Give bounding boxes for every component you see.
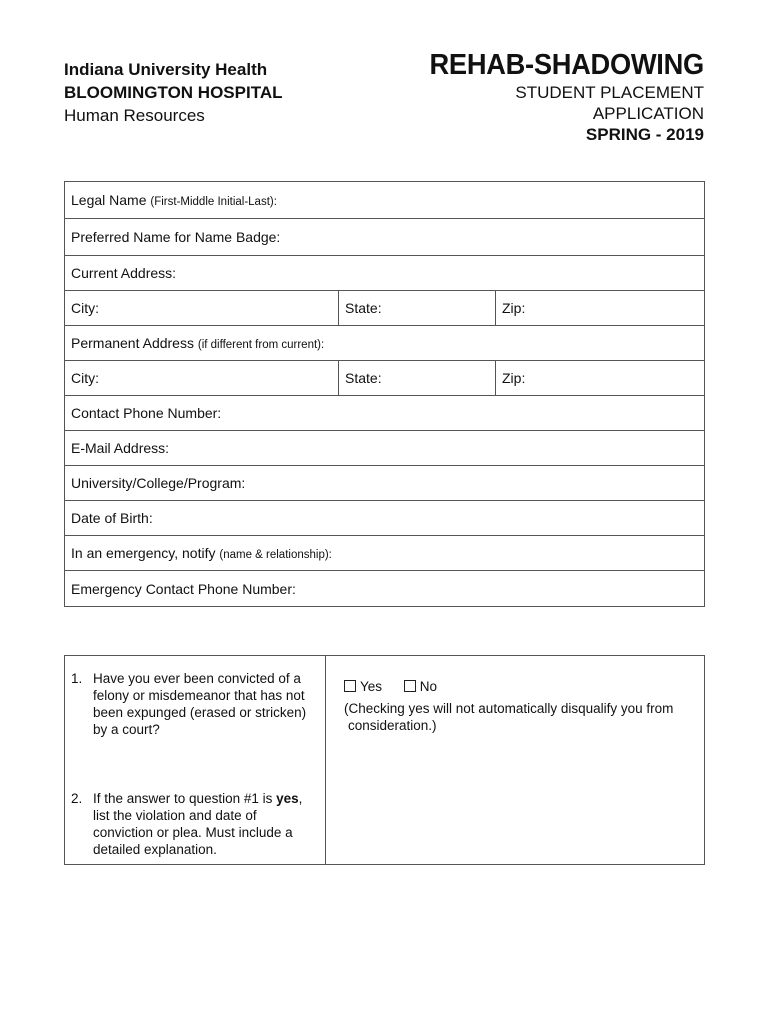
question-2-text: If the answer to question #1 is yes, list the violation and date of conviction or plea. Must include a detailed explanation. (93, 791, 303, 857)
legal-name-label: Legal Name (First-Middle Initial-Last): (71, 192, 277, 208)
department-name: Human Resources (64, 106, 205, 125)
dob-field[interactable] (65, 501, 704, 536)
email-label: E-Mail Address: (71, 440, 170, 456)
question-1-text: Have you ever been convicted of a felony or misdemeanor that has not been expunged (erased or stricken) by a court? (93, 671, 307, 737)
current-zip-field[interactable] (496, 291, 704, 325)
city-label: City: (71, 370, 99, 386)
answers-column[interactable] (326, 656, 704, 864)
permanent-zip-field[interactable] (496, 361, 704, 395)
emergency-notify-label: In an emergency, notify (name & relationship): (71, 545, 332, 561)
permanent-state-field[interactable] (339, 361, 496, 395)
current-state-field[interactable] (339, 291, 496, 325)
form-subtitle-line1: STUDENT PLACEMENT (515, 83, 704, 102)
question-1: 1. Have you ever been convicted of a felony or misdemeanor that has not been expunged (erased or stricken) by a court? (65, 656, 325, 738)
emergency-notify-field[interactable] (65, 536, 704, 571)
header-right (412, 48, 704, 146)
legal-name-field[interactable] (65, 182, 704, 219)
yes-option[interactable]: Yes (344, 679, 382, 694)
contact-phone-field[interactable] (65, 396, 704, 431)
permanent-city-state-zip-row (65, 361, 704, 396)
current-address-field[interactable] (65, 256, 704, 291)
state-label: State: (345, 300, 382, 316)
header-left (64, 58, 282, 127)
current-address-label: Current Address: (71, 265, 177, 281)
no-option[interactable]: No (404, 679, 437, 694)
zip-label: Zip: (502, 370, 526, 386)
org-name: Indiana University Health (64, 60, 268, 79)
applicant-info-table (64, 181, 705, 607)
university-field[interactable] (65, 466, 704, 501)
no-checkbox[interactable] (404, 680, 416, 692)
email-field[interactable] (65, 431, 704, 466)
contact-phone-label: Contact Phone Number: (71, 405, 222, 421)
current-city-state-zip-row (65, 291, 704, 326)
form-title: REHAB-SHADOWING (429, 49, 704, 81)
disqualify-note: (Checking yes will not automatically disqualify you from consideration.) (344, 701, 674, 733)
form-subtitle-line2: APPLICATION (592, 104, 704, 123)
preferred-name-field[interactable] (65, 219, 704, 256)
question-2: 2. If the answer to question #1 is yes, list the violation and date of conviction or plea. Must include a detailed explanation. (65, 738, 325, 858)
yes-checkbox[interactable] (344, 680, 356, 692)
permanent-city-field[interactable] (65, 361, 339, 395)
permanent-address-field[interactable] (65, 326, 704, 361)
state-label: State: (345, 370, 382, 386)
hospital-name: BLOOMINGTON HOSPITAL (64, 83, 283, 102)
current-city-field[interactable] (65, 291, 339, 325)
emergency-phone-label: Emergency Contact Phone Number: (71, 580, 296, 597)
form-term: SPRING - 2019 (585, 125, 704, 144)
university-label: University/College/Program: (71, 475, 246, 491)
emergency-phone-field[interactable] (65, 571, 704, 606)
preferred-name-label: Preferred Name for Name Badge: (71, 229, 281, 245)
permanent-address-label: Permanent Address (if different from current): (71, 335, 325, 351)
conviction-questions-table (64, 655, 705, 865)
yes-no-checkboxes (326, 656, 704, 695)
city-label: City: (71, 300, 99, 316)
questions-column (65, 656, 326, 864)
zip-label: Zip: (502, 300, 526, 316)
dob-label: Date of Birth: (71, 510, 153, 526)
